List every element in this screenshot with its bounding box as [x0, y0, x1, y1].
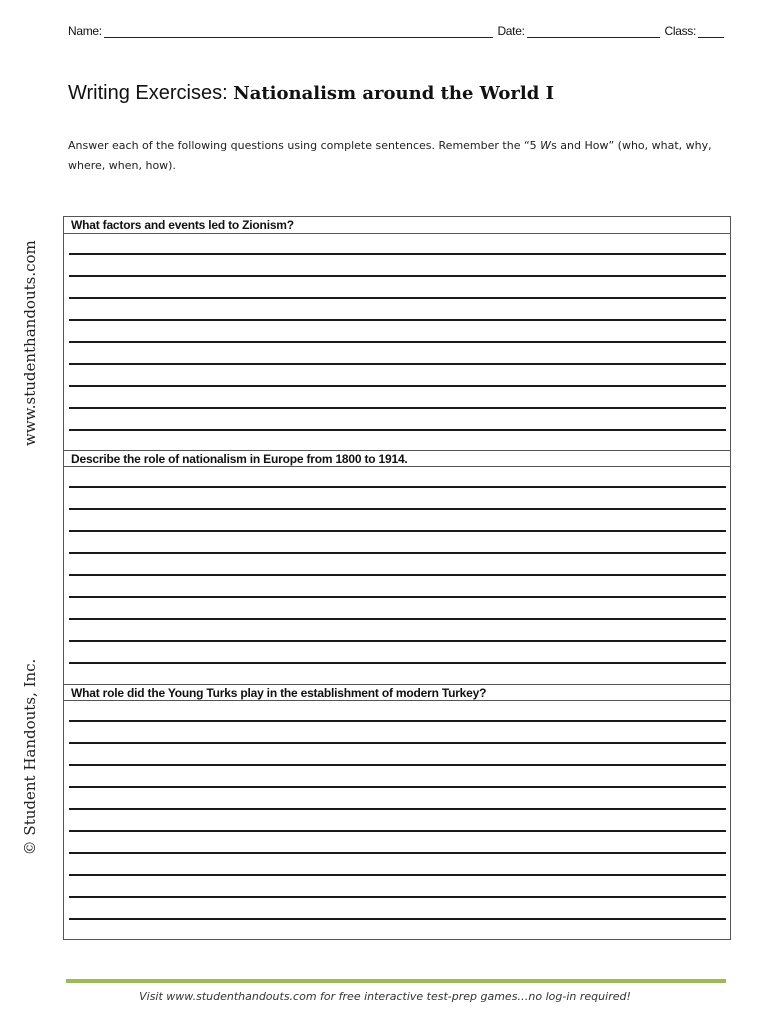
answer-line[interactable] — [69, 429, 726, 431]
answer-line[interactable] — [69, 618, 726, 620]
title-prefix: Writing Exercises: — [68, 82, 234, 104]
answer-line[interactable] — [69, 808, 726, 810]
answer-line[interactable] — [69, 742, 726, 744]
name-label: Name: — [68, 24, 102, 38]
instructions — [68, 136, 718, 176]
date-field[interactable] — [527, 25, 661, 38]
question-1: What factors and events led to Zionism? — [64, 217, 730, 234]
answer-line[interactable] — [69, 341, 726, 343]
answer-line[interactable] — [69, 874, 726, 876]
answer-line[interactable] — [69, 407, 726, 409]
answer-line[interactable] — [69, 552, 726, 554]
question-3: What role did the Young Turks play in the establishment of modern Turkey? — [64, 684, 730, 701]
answer-line[interactable] — [69, 319, 726, 321]
answer-line[interactable] — [69, 253, 726, 255]
answer-line[interactable] — [69, 662, 726, 664]
answer-line[interactable] — [69, 896, 726, 898]
answer-line[interactable] — [69, 596, 726, 598]
question-section-3 — [64, 684, 730, 940]
answer-line[interactable] — [69, 640, 726, 642]
sidebar-url: www.studenthandouts.com — [21, 240, 39, 446]
answer-line[interactable] — [69, 363, 726, 365]
answer-line[interactable] — [69, 786, 726, 788]
answer-line[interactable] — [69, 764, 726, 766]
answer-line[interactable] — [69, 852, 726, 854]
name-field[interactable] — [104, 25, 494, 38]
answer-line[interactable] — [69, 830, 726, 832]
class-label: Class: — [664, 24, 697, 38]
answer-line[interactable] — [69, 918, 726, 920]
answer-line[interactable] — [69, 720, 726, 722]
instructions-part2: s and How” (who, what, why, where, when, how). — [68, 139, 712, 172]
answer-line[interactable] — [69, 297, 726, 299]
answer-line[interactable] — [69, 508, 726, 510]
class-field[interactable] — [698, 25, 724, 38]
sidebar-copyright: © Student Handouts, Inc. — [21, 658, 39, 856]
answer-line[interactable] — [69, 574, 726, 576]
title-main: Nationalism around the World I — [233, 83, 555, 104]
instructions-italic: W — [540, 139, 552, 152]
answer-line[interactable] — [69, 275, 726, 277]
answer-line[interactable] — [69, 530, 726, 532]
page-title — [68, 82, 554, 105]
answer-line[interactable] — [69, 486, 726, 488]
instructions-part1: Answer each of the following questions using complete sentences. Remember the “5 — [68, 139, 541, 152]
worksheet-table — [63, 216, 731, 940]
date-label: Date: — [497, 24, 525, 38]
answer-line[interactable] — [69, 385, 726, 387]
footer-rule — [66, 979, 726, 983]
student-info-header — [68, 18, 724, 38]
question-2: Describe the role of nationalism in Europe from 1800 to 1914. — [64, 450, 730, 467]
footer-text: Visit www.studenthandouts.com for free interactive test-prep games…no log-in required! — [139, 990, 631, 1003]
